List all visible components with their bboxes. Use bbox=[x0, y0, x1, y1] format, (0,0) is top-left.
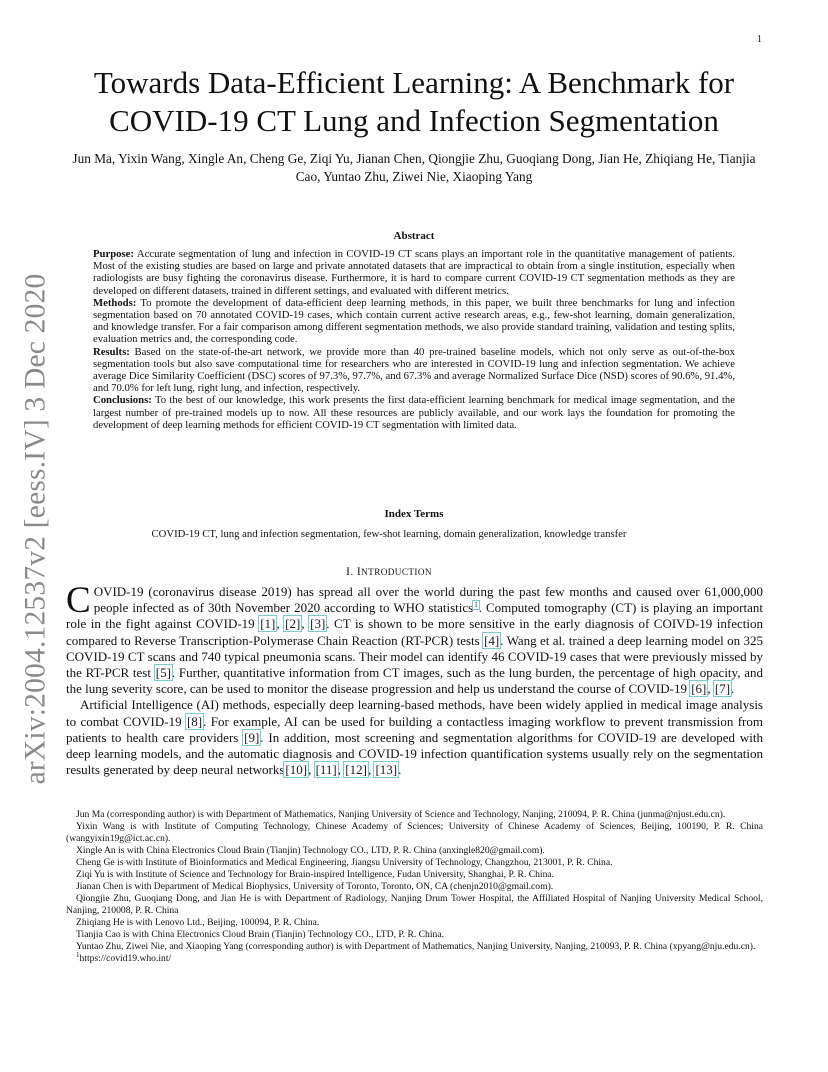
text-run: Artificial Intelligence (AI) methods, especially deep learning-based methods, have been widely applied in medical image analysis to combat COVID-19 bbox=[66, 697, 763, 729]
abstract-label: Methods: bbox=[93, 296, 137, 309]
citation-link[interactable]: [10] bbox=[285, 762, 308, 778]
paper-title: Towards Data-Efficient Learning: A Benchmark for COVID-19 CT Lung and Infection Segmentation bbox=[93, 65, 735, 138]
text-run: . Further, quantitative information from CT images, such as the lung burden, the percentage of high opacity, and the lung severity score, can be used to monitor the disease progression and help us understand the course of COVID-19 bbox=[66, 665, 763, 697]
citation-link[interactable]: [7] bbox=[714, 681, 731, 697]
footnote: Yixin Wang is with Institute of Computing Technology, Chinese Academy of Sciences; University of Chinese Academy of Sciences, Beijing, 100190, P. R. China (wangyixin19g@ict.ac.cn). bbox=[66, 821, 763, 844]
url-footnote bbox=[66, 950, 763, 965]
abstract-body bbox=[93, 248, 735, 431]
author-footnotes bbox=[66, 809, 763, 965]
author-list: Jun Ma, Yixin Wang, Xingle An, Cheng Ge, Ziqi Yu, Jianan Chen, Qiongjie Zhu, Guoqiang Dong, Jian He, Zhiqiang He, Tianjia Cao, Yuntao Zhu, Ziwei Nie, Xiaoping Yang bbox=[72, 151, 756, 184]
footnote: Tianjia Cao is with China Electronics Cloud Brain (Tianjin) Technology CO., LTD, P. R. China. bbox=[76, 929, 444, 940]
abstract-label: Conclusions: bbox=[93, 394, 152, 407]
abstract-heading: Abstract bbox=[393, 230, 435, 242]
section-numeral: I. bbox=[346, 566, 354, 578]
text-run: . CT is shown to be more sensitive in the early diagnosis of COIVD-19 infection compared to Reverse Transcription-Polymerase Chain Reaction (RT-PCR) tests bbox=[66, 616, 764, 648]
text-run: . In addition, most screening and segmentation algorithms for COVID-19 are developed with deep learning models, and the automatic diagnosis and COVID-19 infection quantification systems usually rely on the segmentation results generated by deep neural networks bbox=[66, 729, 763, 778]
abstract-purpose bbox=[93, 248, 735, 297]
introduction-body bbox=[66, 580, 764, 778]
footnote: Zhiqiang He is with Lenovo Ltd., Beijing, 100094, P. R. China. bbox=[76, 917, 320, 928]
footnote: Cheng Ge is with Institute of Bioinformatics and Medical Engineering, Jiangsu University of Technology, Changzhou, 213001, P. R. China. bbox=[76, 857, 613, 868]
text-run: . For example, AI can be used for building a contactless imaging workflow to prevent transmission from patients to health care providers bbox=[66, 713, 763, 745]
citation-link[interactable]: [11] bbox=[315, 762, 337, 778]
index-terms-heading: Index Terms bbox=[384, 508, 444, 520]
citation-link[interactable]: [3] bbox=[310, 616, 326, 632]
citation-link[interactable]: [8] bbox=[186, 713, 203, 729]
abstract-results bbox=[93, 346, 735, 395]
text-run: . Computed tomography (CT) is playing an important role in the fight against COVID-19 bbox=[66, 600, 763, 632]
page-number: 1 bbox=[757, 34, 762, 45]
citation-link[interactable]: [5] bbox=[155, 665, 171, 681]
citation-link[interactable]: [6] bbox=[691, 681, 707, 697]
citation-link[interactable]: [2] bbox=[285, 616, 301, 632]
citation-link[interactable]: [13] bbox=[375, 762, 398, 778]
footnote-link[interactable]: 1 bbox=[474, 600, 478, 609]
paragraph: COVID-19 (coronavirus disease 2019) has spread all over the world during the past few months and caused over 61,000,000 people infected as of 30th November 2020 according to WHO statistics$^1$. Computed tomography (CT) is playing an important role in the fight against COVID-19 [1], [2], [3]. CT is shown to be more sensitive in the early diagnosis of COIVD-19 infection compared to Reverse Transcription-Polymerase Chain Reaction (RT-PCR) tests [4]. Wang et al. trained a deep learning model on 325 COVID-19 CT scans and 740 typical pneumonia scans. Their model can identify 46 COVID-19 cases that were previously missed by the RT-PCR test [5]. Further, quantitative information from CT images, such as the lung burden, the percentage of high opacity, and the lung severity score, can be used to monitor the disease progression and help us understand the course of COVID-19 [6], [7]. bbox=[66, 580, 764, 697]
footnote-url[interactable]: https://covid19.who.int/ bbox=[79, 953, 172, 964]
section-heading bbox=[0, 566, 778, 578]
footnote-mark: 1 bbox=[76, 950, 80, 959]
paragraph: Artificial Intelligence (AI) methods, especially deep learning-based methods, have been widely applied in medical image analysis to combat COVID-19 [8]. For example, AI can be used for building a contactless imaging workflow to prevent transmission from patients to health care providers [9]. In addition, most screening and segmentation algorithms for COVID-19 are developed with deep learning models, and the automatic diagnosis and COVID-19 infection quantification systems usually rely on the segmentation results generated by deep neural networks[10], [11], [12], [13]. bbox=[66, 697, 763, 778]
abstract-text: To promote the development of data-efficient deep learning methods, in this paper, we built three benchmarks for lung and infection segmentation based on 70 annotated COVID-19 cases, which contain current active research areas, e.g., few-shot learning, domain generalization, and knowledge transfer. For a fair comparison among different segmentation methods, we also provide standard training, validation and testing splits, evaluation metrics and, the corresponding code. bbox=[93, 296, 735, 346]
citation-link[interactable]: [9] bbox=[244, 729, 260, 745]
text-run: OVID-19 (coronavirus disease 2019) has spread all over the world during the past few months and caused over 61,000,000 people infected as of 30th November 2020 according to WHO statistics bbox=[93, 584, 763, 616]
arxiv-identifier: arXiv:2004.12537v2 [eess.IV] 3 Dec 2020 bbox=[19, 273, 52, 785]
footnote: Qiongjie Zhu, Guoqiang Dong, and Jian He is with Department of Radiology, Nanjing Drum Tower Hospital, the Affiliated Hospital of Nanjing University Medical School, Nanjing, 210008, P. R. China bbox=[66, 893, 763, 916]
abstract-conclusions bbox=[93, 394, 735, 431]
footnote: Xingle An is with China Electronics Cloud Brain (Tianjin) Technology CO., LTD, P. R. China (anxingle820@gmail.com). bbox=[76, 845, 545, 856]
abstract-text: To the best of our knowledge, this work presents the first data-efficient learning benchmark for medical image segmentation, and the largest number of pre-trained models up to now. All these resources are publicly available, and our work lays the foundation for promoting the development of deep learning methods for efficient COVID-19 CT segmentation with limited data. bbox=[93, 394, 735, 431]
abstract-text: Based on the state-of-the-art network, we provide more than 40 pre-trained baseline models, which not only serve as out-of-the-box segmentation tools but also save computational time for researchers who are interested in COVID-19 lung and infection segmentation. We achieve average Dice Similarity Coefficient (DSC) scores of 97.3%, 97.7%, and 67.3% and average Normalized Surface Dice (NSD) scores of 90.6%, 91.4%, and 70.0% for left lung, right lung, and infection, respectively. bbox=[93, 345, 735, 395]
citation-link[interactable]: [1] bbox=[260, 616, 276, 632]
footnote: Ziqi Yu is with Institute of Science and Technology for Brain-inspired Intelligence, Fudan University, Shanghai, P. R. China. bbox=[76, 869, 555, 880]
text-run: . Wang et al. trained a deep learning model on 325 COVID-19 CT scans and 740 typical pneumonia scans. Their model can identify 46 COVID-19 cases that were previously missed by the RT-PCR test bbox=[66, 632, 763, 681]
section-title: INTRODUCTION bbox=[356, 566, 432, 578]
footnote: Yuntao Zhu, Ziwei Nie, and Xiaoping Yang (corresponding author) is with Department of Mathematics, Nanjing University, Nanjing, 210093, P. R. China (xpyang@nju.edu.cn). bbox=[76, 941, 756, 952]
index-terms-text: COVID-19 CT, lung and infection segmentation, few-shot learning, domain generalization, knowledge transfer bbox=[151, 528, 627, 540]
citation-link[interactable]: [12] bbox=[345, 762, 367, 778]
abstract-methods bbox=[93, 297, 735, 346]
drop-cap: C bbox=[66, 580, 91, 621]
citation-link[interactable]: [4] bbox=[484, 632, 500, 648]
abstract-label: Results: bbox=[93, 345, 130, 358]
abstract-text: Accurate segmentation of lung and infection in COVID-19 CT scans plays an important role in the quantitative management of patients. Most of the existing studies are based on large and private annotated datasets that are impractical to obtain from a single institution, especially when radiologists are busy fighting the coronavirus disease. Furthermore, it is hard to compare current COVID-19 CT segmentation methods as they are developed on different datasets, trained in different settings, and evaluated with different metrics. bbox=[93, 248, 735, 297]
footnote: Jianan Chen is with Department of Medical Biophysics, University of Toronto, Toronto, ON, CA (chenjn2010@gmail.com). bbox=[76, 881, 554, 892]
abstract-label: Purpose: bbox=[93, 248, 134, 260]
footnote: Jun Ma (corresponding author) is with Department of Mathematics, Nanjing University of Science and Technology, Nanjing, 210094, P. R. China (junma@njust.edu.cn). bbox=[76, 809, 726, 820]
